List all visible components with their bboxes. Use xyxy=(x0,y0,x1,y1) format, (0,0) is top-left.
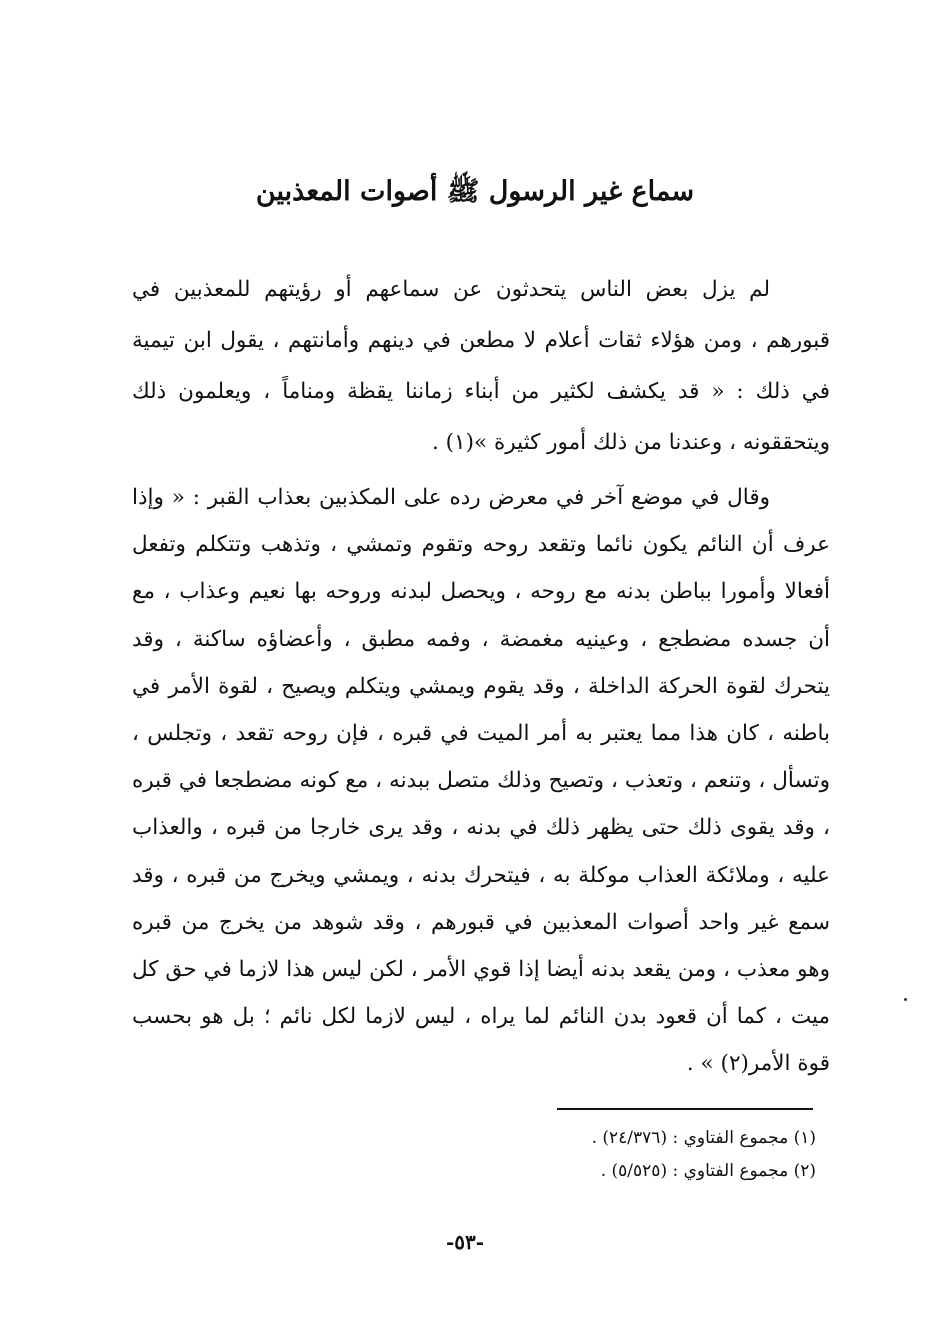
page-number: -٥٣- xyxy=(445,1230,485,1254)
scan-speck xyxy=(904,998,907,1001)
body-paragraph-2 xyxy=(132,474,830,1088)
footnote-2: (٢) مجموع الفتاوي : (٥/٥٢٥) . xyxy=(600,1161,816,1181)
body-paragraph-1 xyxy=(132,264,830,468)
footnotes xyxy=(430,1122,816,1188)
footnote-divider xyxy=(557,1108,813,1110)
page-title: سماع غير الرسول ﷺ أصوات المعذبين xyxy=(255,176,695,207)
footnote-1: (١) مجموع الفتاوي : (٢٤/٣٧٦) . xyxy=(591,1128,816,1148)
paragraph-text: وقال في موضع آخر في معرض رده على المكذبين بعذاب القبر : « وإذا عرف أن النائم يكون نائما وتقعد روحه وتقوم وتمشي ، وتذهب وتتكلم وتفعل أفعالا وأمورا بباطن بدنه مع روحه ، ويحصل لبدنه وروحه بها نعيم وعذاب ، مع أن جسده مضطجع ، وعينيه مغمضة ، وفمه مطبق ، وأعضاؤه ساكنة ، وقد يتحرك لقوة الحركة الداخلة ، وقد يقوم ويمشي ويتكلم ويصيح ، لقوة الأمر في باطنه ، كان هذا مما يعتبر به أمر الميت في قبره ، فإن روحه تقعد ، وتجلس ، وتسأل ، وتنعم ، وتعذب ، وتصيح وذلك متصل ببدنه ، مع كونه مضطجعا في قبره ، وقد يقوى ذلك حتى يظهر ذلك في بدنه ، وقد يرى خارجا من قبره ، والعذاب عليه ، وملائكة العذاب موكلة به ، فيتحرك بدنه ، ويمشي ويخرج من قبره ، وقد سمع غير واحد أصوات المعذبين في قبورهم ، وقد شوهد من يخرج من قبره وهو معذب ، ومن يقعد بدنه أيضا إذا قوي الأمر ، لكن ليس هذا لازما في حق كل ميت ، كما أن قعود بدن النائم لما يراه ، ليس لازما لكل نائم ؛ بل هو بحسب قوة الأمر(٢) » . xyxy=(132,485,830,1077)
paragraph-text: لم يزل بعض الناس يتحدثون عن سماعهم أو رؤيتهم للمعذبين في قبورهم ، ومن هؤلاء ثقات أعلام لا مطعن في دينهم وأمانتهم ، يقول ابن تيمية في ذلك : « قد يكشف لكثير من أبناء زماننا يقظة ومناماً ، ويعلمون ذلك ويتحققونه ، وعندنا من ذلك أمور كثيرة »(١) . xyxy=(132,277,830,455)
